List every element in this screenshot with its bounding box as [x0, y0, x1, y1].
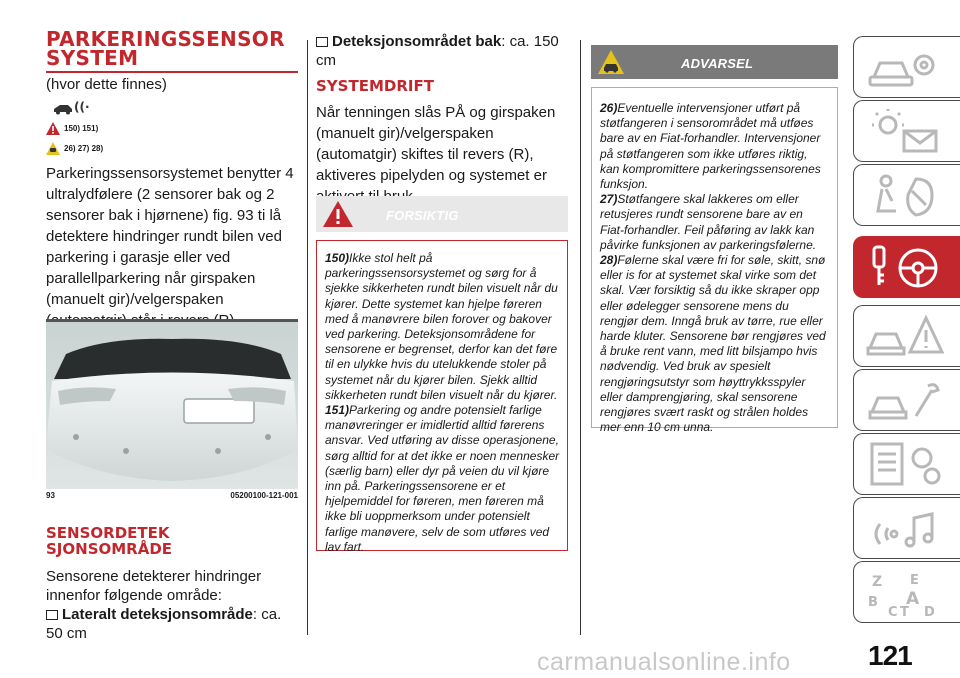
section-detection-area	[46, 525, 298, 643]
warning-item-text: Eventuelle intervensjoner utført på støtfangeren i sensorområdet må utføes bare av en Fiat-forhandler. Intervensjoner på støtfangeren som ikke utføres riktig, kan kompromittere parkeringssensorenes funksjon.	[600, 101, 821, 192]
tab-warning-lights[interactable]	[853, 100, 960, 162]
detection-title-line1: SENSORDETEK	[46, 524, 170, 542]
caution-item-text: Parkering og andre potensielt farlige manøvreringer er imidlertid alltid førerens ansvar. Ved utføring av disse operasjonene, sørg alltid for at det ikke er noen mennesker (særlig barn) eller dyr på veien du vil kjøre inn på. Parkeringssensorene er et hjelpemiddel for føreren, men føreren må ikke bli uoppmerksom under potensielt farlige manøvere, selv de som utføres ved lav fart.	[325, 403, 560, 554]
column-divider-2	[580, 40, 581, 635]
figure-number: 93	[46, 491, 55, 500]
svg-text:((·: ((·	[74, 100, 90, 114]
warning-ref-row	[46, 141, 298, 155]
caution-triangle-icon	[46, 122, 60, 135]
detection-title	[46, 525, 298, 557]
warning-triangle-icon	[46, 142, 60, 155]
caution-title: FORSIKTIG	[386, 208, 459, 223]
warning-item-number: 26)	[600, 101, 618, 115]
warning-item-number: 27)	[600, 192, 618, 207]
detection-intro: Sensorene detekterer hindringer innenfor følgende område:	[46, 568, 262, 604]
warning-title: ADVARSEL	[681, 56, 754, 71]
caution-text	[317, 241, 567, 555]
section-subtitle: (hvor dette finnes)	[46, 76, 167, 93]
warning-header	[591, 45, 838, 79]
car-emergency-icon	[866, 312, 946, 362]
tab-index[interactable]	[853, 561, 960, 623]
warning-item-text: Støtfangere skal lakkeres om eller retusjeres rundt sensorene bare av en Fiat-forhandler. Feil påføring av lakk kan påvirke funksjonen av parkeringsfølerne.	[600, 192, 817, 252]
tab-safety[interactable]	[853, 164, 960, 226]
rear-bumper-figure	[46, 319, 298, 489]
section-parking-sensor	[46, 27, 298, 331]
caution-header	[316, 196, 568, 232]
rear-detection-item	[316, 32, 568, 70]
system-title: SYSTEMDRIFT	[316, 77, 434, 95]
tab-emergency[interactable]	[853, 305, 960, 367]
warning-item	[600, 101, 830, 192]
caution-box	[316, 240, 568, 554]
figure-caption	[46, 491, 298, 500]
caution-item	[325, 403, 560, 555]
tab-dashboard[interactable]	[853, 36, 960, 98]
tab-technical-data[interactable]	[853, 433, 960, 495]
svg-text:C: C	[888, 605, 898, 618]
caution-item-text: Ikke stol helt på parkeringssensorsystemet og sørg for å sjekke sikkerheten rundt bilen visuelt når du kjører. Dette systemet kan hjelpe føreren med å manøvrere bilen forover og bakover ved parkering. Deteksjonsområdene for sensorene er begrenset, derfor kan det føre til en ulykke hvis du utelukkende stoler på systemet når du kjører bilen. Sjekk alltid sikkerheten rundt bilen visuelt når du kjører.	[325, 251, 558, 402]
caution-item-number: 151)	[325, 403, 350, 418]
maintenance-icon	[866, 376, 946, 426]
tab-multimedia[interactable]	[853, 497, 960, 559]
column-divider-1	[307, 40, 308, 635]
section-title-line2: SYSTEM	[46, 46, 139, 70]
seat-safety-icon	[866, 171, 946, 221]
svg-text:Z: Z	[872, 574, 883, 590]
alphabetical-index-icon	[866, 568, 946, 618]
detection-title-line2: SJONSOMRÅDE	[46, 540, 173, 558]
caution-item-number: 150)	[325, 251, 350, 265]
rear-detection-value: : ca. 150 cm	[316, 33, 559, 69]
checkbox-bullet-icon	[46, 610, 58, 620]
warning-item-number: 28)	[600, 253, 618, 268]
section-title-line1: PARKERINGSSENSOR	[46, 27, 285, 51]
caution-item	[325, 251, 560, 403]
watermark: carmanualsonline.info	[537, 648, 791, 676]
warning-lights-icon	[866, 107, 946, 157]
rear-detection-label: Deteksjonsområdet bak	[332, 33, 502, 50]
svg-text:E: E	[910, 573, 919, 588]
lateral-label: Lateralt deteksjonsområde	[62, 606, 253, 623]
section-system-operation	[316, 32, 568, 207]
svg-text:T: T	[900, 605, 909, 618]
svg-text:A: A	[906, 589, 920, 609]
parking-sensor-icon	[46, 97, 100, 115]
lateral-item	[46, 605, 298, 643]
car-dashboard-icon	[866, 43, 946, 93]
checkbox-bullet-icon	[316, 37, 328, 47]
caution-triangle-icon	[322, 200, 354, 228]
warning-item	[600, 192, 830, 253]
intro-paragraph: Parkeringssensorsystemet benytter 4 ultralydfølere (2 sensorer bak og 2 sensorer bak i hjørnene) fig. 93 ti lå detektere hindringer rundt bilen ved parkering i garasje eller ved parallellparkering når girspaken (manuelt gir)/velgerspaken	[46, 165, 294, 308]
caution-ref-row	[46, 121, 298, 135]
multimedia-icon	[866, 504, 946, 554]
section-rule	[46, 71, 298, 73]
key-steering-wheel-icon	[866, 243, 946, 293]
warning-item-text: Følerne skal være fri for søle, skitt, snø eller is for at systemet skal virke som det skal. Vær forsiktig så du ikke skraper opp eller ødelegger sensorene mens du rengjør dem. Inngå bruk av tørre, rue eller harde kluter. Sensorene bør rengjøres ved å bruke rent vann, med litt bilsjampo hvis nødvendig. Ved bruk av spesielt rengjøringsutstyr som høyttrykksspyler eller damprengjøring, skal sensorene rengjøres svært raskt og strålen holdes mer enn 10 cm unna.	[600, 253, 826, 435]
warning-box	[591, 87, 838, 435]
svg-text:D: D	[924, 605, 935, 618]
figure-code: 05200100-121-001	[230, 491, 298, 500]
warning-ref-link[interactable]: 26) 27) 28)	[64, 143, 104, 153]
tab-maintenance[interactable]	[853, 369, 960, 431]
system-paragraph: Når tenningen slås PÅ og girspaken (manuelt gir)/velgerspaken (automatgir) skiftes til revers (R), aktiveres pipelyden og systemet er	[316, 104, 556, 184]
lateral-value: : ca. 50 cm	[46, 606, 282, 642]
tab-starting-driving[interactable]	[853, 236, 960, 298]
svg-text:B: B	[868, 595, 878, 610]
warning-item	[600, 253, 830, 435]
warning-text	[592, 88, 837, 435]
section-title	[46, 27, 298, 70]
warning-car-triangle-icon	[597, 49, 625, 75]
caution-ref-link[interactable]: 150) 151)	[64, 123, 99, 133]
technical-data-icon	[866, 440, 946, 490]
page-number: 121	[868, 640, 912, 671]
